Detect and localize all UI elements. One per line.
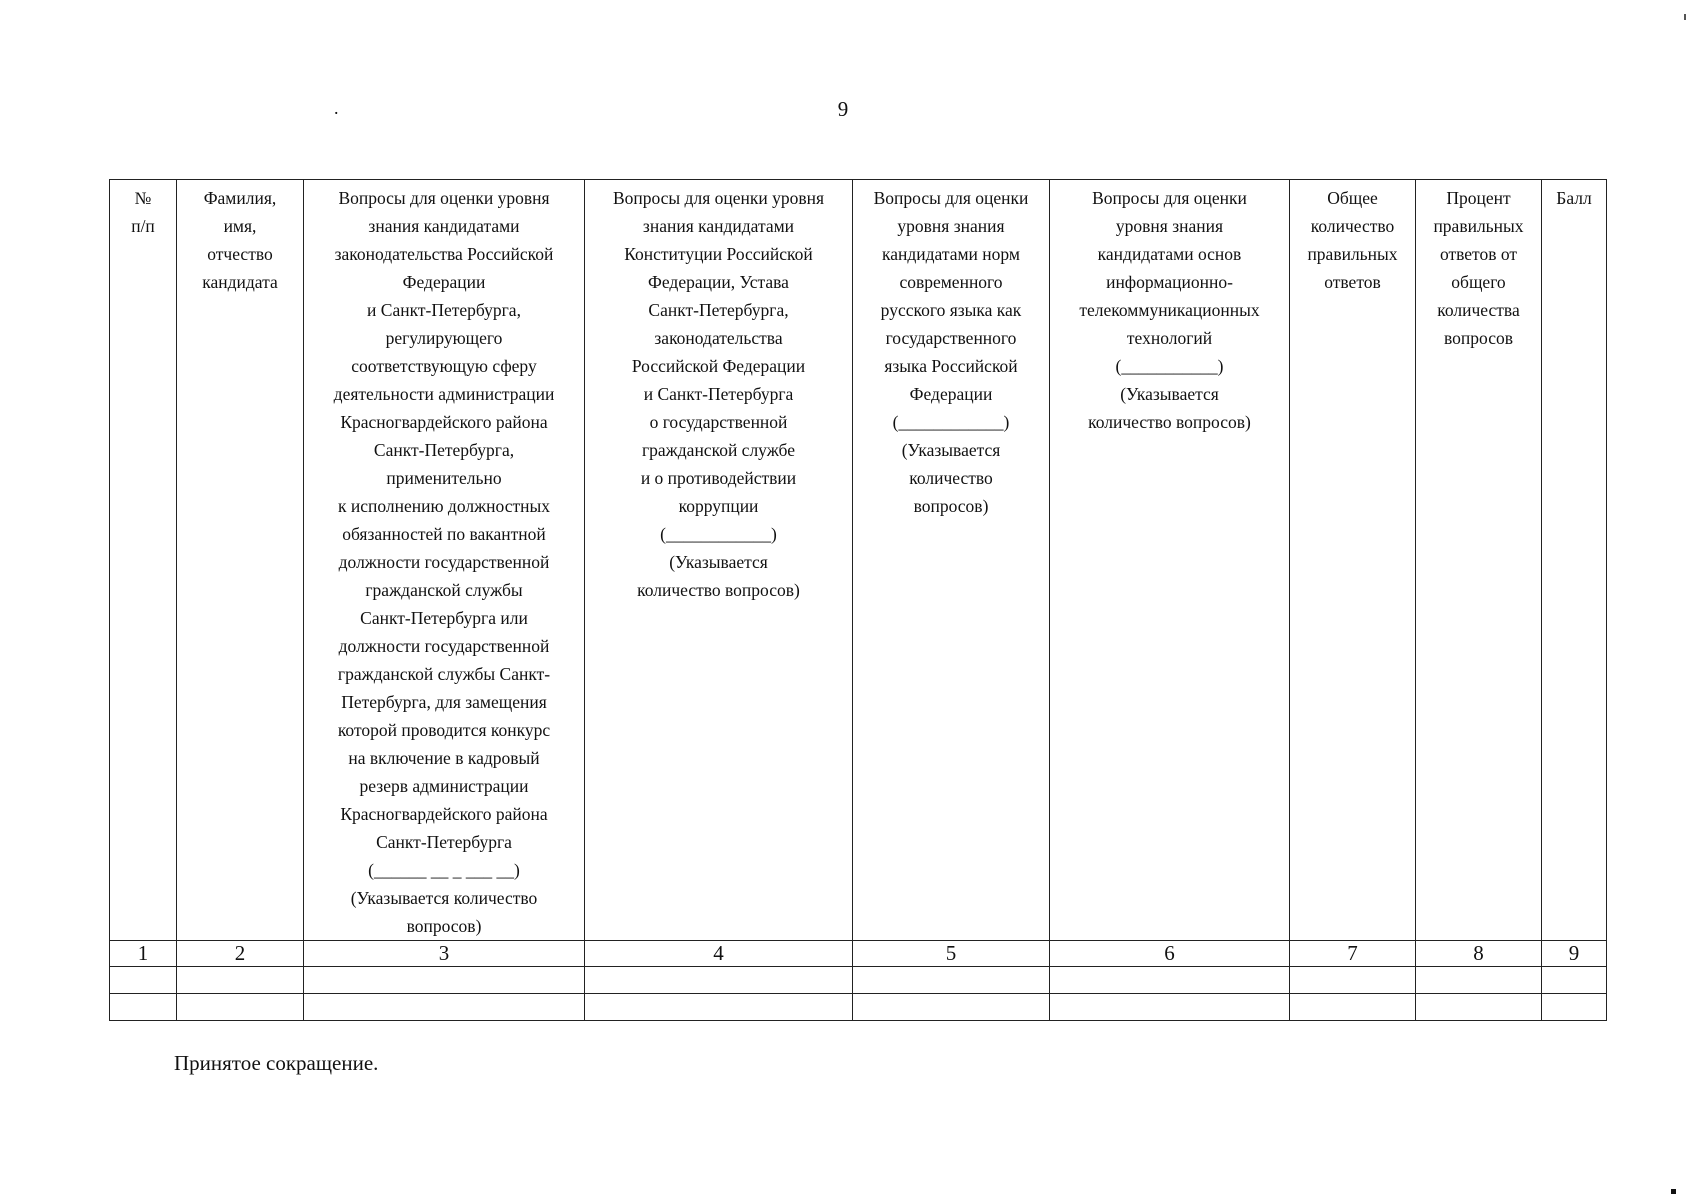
table-cell[interactable] [1416, 967, 1542, 994]
header-col-constitution-questions [585, 180, 853, 941]
header-line: государственного [885, 328, 1017, 348]
header-line: ответов [1324, 272, 1381, 292]
column-number-cell: 6 [1050, 941, 1290, 967]
header-line: уровня знания [897, 216, 1005, 236]
header-line: Санкт-Петербурга [376, 832, 512, 852]
table-cell[interactable] [304, 967, 585, 994]
header-line: и Санкт-Петербурга [643, 384, 794, 404]
table-cell[interactable] [1050, 994, 1290, 1021]
table-cell[interactable] [585, 994, 853, 1021]
header-line: (Указывается [669, 552, 768, 572]
header-col-russian-language-questions [853, 180, 1050, 941]
page-number: 9 [837, 97, 849, 121]
table-cell[interactable] [585, 967, 853, 994]
table-cell[interactable] [110, 967, 177, 994]
header-line: обязанностей по вакантной [342, 524, 546, 544]
table-row [110, 994, 1607, 1021]
table-cell[interactable] [177, 967, 304, 994]
header-line: знания кандидатами [368, 216, 520, 236]
header-line: вопросов) [913, 496, 989, 516]
header-line: правильных [1433, 216, 1524, 236]
header-line: (____________) [660, 524, 777, 544]
header-line: Федерации, Устава [648, 272, 789, 292]
header-line: коррупции [678, 496, 759, 516]
header-line: кандидатами основ [1097, 244, 1242, 264]
header-line: Петербурга, для замещения [341, 692, 547, 712]
header-row [110, 180, 1607, 941]
header-line: и о противодействии [640, 468, 797, 488]
header-line: применительно [386, 468, 502, 488]
table-cell[interactable] [1290, 967, 1416, 994]
header-line: русского языка как [880, 300, 1022, 320]
header-line: технологий [1126, 328, 1213, 348]
header-line: Фамилия, [203, 188, 277, 208]
table-cell[interactable] [1290, 994, 1416, 1021]
header-col-legislation-questions [304, 180, 585, 941]
header-line: уровня знания [1115, 216, 1224, 236]
header-line: информационно- [1106, 272, 1233, 292]
header-line: количество вопросов) [1088, 412, 1251, 432]
table-row [110, 967, 1607, 994]
header-line: (Указывается количество [350, 888, 538, 908]
abbreviation-note: Принятое сокращение. [174, 1051, 379, 1075]
header-line: законодательства Российской [334, 244, 554, 264]
header-col-total-correct [1290, 180, 1416, 941]
header-line: вопросов) [406, 916, 482, 936]
header-line: которой проводится конкурс [337, 720, 551, 740]
column-number-cell: 9 [1542, 941, 1607, 967]
column-number-cell: 8 [1416, 941, 1542, 967]
corner-mark [1671, 1189, 1676, 1194]
header-col-it-questions [1050, 180, 1290, 941]
header-line: Федерации [909, 384, 993, 404]
header-line: Вопросы для оценки [1092, 188, 1247, 208]
candidate-results-table [109, 179, 1607, 1021]
header-line: деятельности администрации [333, 384, 555, 404]
table-cell[interactable] [110, 994, 177, 1021]
header-line: о государственной [649, 412, 788, 432]
header-line: кандидатами норм [882, 244, 1020, 264]
column-number-cell: 1 [110, 941, 177, 967]
header-line: (___________) [1115, 356, 1224, 376]
header-line: № [134, 188, 152, 208]
table-cell[interactable] [1416, 994, 1542, 1021]
header-line: регулирующего [385, 328, 503, 348]
header-line: Красногвардейского района [340, 412, 548, 432]
header-line: вопросов [1444, 328, 1513, 348]
column-number-cell: 2 [177, 941, 304, 967]
stray-mark: . [334, 98, 339, 118]
column-number-cell: 3 [304, 941, 585, 967]
header-col-full-name [177, 180, 304, 941]
table-cell[interactable] [853, 994, 1050, 1021]
header-line: телекоммуникационных [1079, 300, 1260, 320]
header-line: кандидата [202, 272, 278, 292]
header-line: Санкт-Петербурга или [360, 608, 528, 628]
column-number-cell: 7 [1290, 941, 1416, 967]
header-line: и Санкт-Петербурга, [367, 300, 521, 320]
header-line: отчество [207, 244, 273, 264]
header-line: Санкт-Петербурга, [648, 300, 789, 320]
header-line: Балл [1556, 188, 1592, 208]
header-line: законодательства [654, 328, 783, 348]
table-cell[interactable] [853, 967, 1050, 994]
header-line: Вопросы для оценки [873, 188, 1029, 208]
header-col-number [110, 180, 177, 941]
header-line: современного [899, 272, 1003, 292]
header-line: соответствующую сферу [351, 356, 537, 376]
header-line: правильных [1307, 244, 1398, 264]
header-line: Красногвардейского района [340, 804, 548, 824]
header-line: (Указывается [1120, 384, 1219, 404]
header-line: количество [909, 468, 993, 488]
header-line: знания кандидатами [642, 216, 795, 236]
header-line: на включение в кадровый [348, 748, 540, 768]
header-line: языка Российской [884, 356, 1018, 376]
header-line: имя, [223, 216, 257, 236]
header-line: Федерации [402, 272, 486, 292]
column-number-cell: 5 [853, 941, 1050, 967]
header-col-score [1542, 180, 1607, 941]
header-line: должности государственной [338, 636, 550, 656]
header-line: должности государственной [338, 552, 550, 572]
header-line: ответов от [1439, 244, 1518, 264]
table-cell[interactable] [1542, 967, 1607, 994]
header-line: Процент [1446, 188, 1511, 208]
table-cell[interactable] [1050, 967, 1290, 994]
header-line: резерв администрации [359, 776, 529, 796]
header-line: Санкт-Петербурга, [373, 440, 515, 460]
table-cell[interactable] [304, 994, 585, 1021]
header-line: количество вопросов) [637, 580, 800, 600]
column-number-cell: 4 [585, 941, 853, 967]
header-line: количества [1437, 300, 1520, 320]
header-line: гражданской службе [641, 440, 795, 460]
header-line: гражданской службы Санкт- [337, 664, 551, 684]
header-line: (______ __ _ ___ __) [368, 860, 520, 880]
header-line: гражданской службы [365, 580, 523, 600]
header-line: к исполнению должностных [337, 496, 551, 516]
header-line: п/п [131, 216, 155, 236]
header-line: (Указывается [901, 440, 1001, 460]
table-cell[interactable] [1542, 994, 1607, 1021]
header-line: количество [1310, 216, 1395, 236]
header-line: Российской Федерации [631, 356, 806, 376]
header-line: общего [1451, 272, 1506, 292]
header-line: Конституции Российской [624, 244, 813, 264]
header-line: Вопросы для оценки уровня [338, 188, 550, 208]
header-line: (____________) [892, 412, 1010, 432]
header-col-percent-correct [1416, 180, 1542, 941]
column-number-row [110, 941, 1607, 967]
header-line: Вопросы для оценки уровня [612, 188, 825, 208]
header-line: Общее [1327, 188, 1378, 208]
table-cell[interactable] [177, 994, 304, 1021]
